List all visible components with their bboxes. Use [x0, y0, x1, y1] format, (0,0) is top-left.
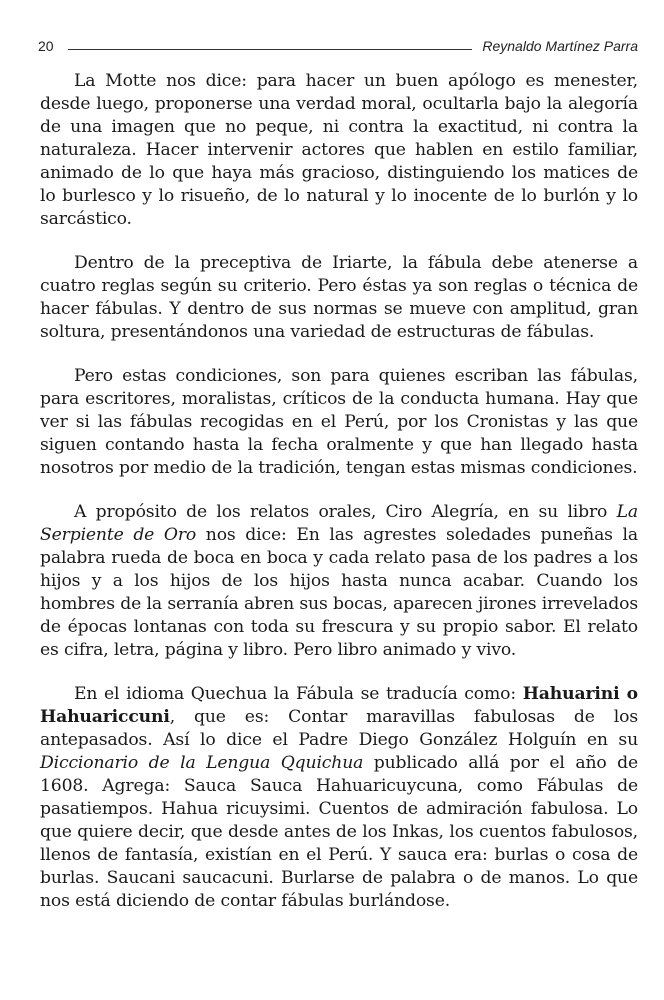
paragraph-3: Pero estas condiciones, son para quienes escriban las fábulas, para escritores, moralistas, críticos de la conducta humana. Hay que ver si las fábulas recogidas en el Perú, por los Cronistas y las que siguen contando hasta la fecha oralmente y que han llegado hasta nosotros por medio de la tradición, tengan estas mismas condiciones.	[40, 366, 638, 478]
paragraph-5-text-c: publicado allá por el año de 1608. Agrega: Sauca Sauca Hahuaricuycuna, como Fábulas de pasatiempos. Hahua ricuysimi. Cuentos de admiración fabulosa. Lo que quiere decir, que desde antes de los Inkas, los cuentos fabulosos, llenos de fantasía, existían en el Perú. Y sauca era: burlas o cosa de burlas. Saucani saucacuni. Burlarse de palabra o de manos. Lo que nos está diciendo de contar fábulas burlándose.	[40, 753, 638, 911]
paragraph-5-text-a: En el idioma Quechua la Fábula se traducía como:	[74, 684, 523, 704]
dictionary-title: Diccionario de la Lengua Qquichua	[40, 753, 364, 773]
paragraph-5	[40, 683, 638, 913]
paragraph-4-text-b: nos dice: En las agrestes soledades puneñas la palabra rueda de boca en boca y cada relato pasa de los padres a los hijos y a los hijos de los hijos hasta nunca acabar. Cuando los hombres de la serranía abren sus bocas, aparecen jirones irrevelados de épocas lontanas con toda su frescura y su propio sabor. El relato es cifra, letra, página y libro. Pero libro animado y vivo.	[40, 525, 638, 660]
paragraph-1: La Motte nos dice: para hacer un buen apólogo es menester, desde luego, proponerse una verdad moral, ocultarla bajo la alegoría de una imagen que no peque, ni contra la exactitud, ni contra la naturaleza. Hacer intervenir actores que hablen en estilo familiar, animado de lo que haya más gracioso, distinguiendo los matices de lo burlesco y lo risueño, de lo natural y lo inocente de lo burlón y lo sarcástico.	[40, 71, 638, 229]
paragraph-5-text-b: , que es: Contar maravillas fabulosas de los antepasados. Así lo dice el Padre Diego González Holguín en su	[40, 707, 638, 750]
quechua-term: Hahuarini o Hahuariccuni	[40, 684, 638, 727]
paragraph-4	[40, 501, 638, 662]
page-number: 20	[38, 38, 54, 54]
header-rule	[68, 49, 473, 50]
page-header	[38, 34, 638, 54]
paragraph-4-text-a: A propósito de los relatos orales, Ciro Alegría, en su libro	[74, 502, 617, 522]
page-body	[40, 70, 638, 934]
running-title: Reynaldo Martínez Parra	[482, 38, 638, 54]
book-title-serpiente: La Serpiente de Oro	[40, 502, 638, 545]
paragraph-2: Dentro de la preceptiva de Iriarte, la fábula debe atenerse a cuatro reglas según su criterio. Pero éstas ya son reglas o técnica de hacer fábulas. Y dentro de sus normas se mueve con amplitud, gran soltura, presentándonos una variedad de estructuras de fábulas.	[40, 253, 638, 342]
